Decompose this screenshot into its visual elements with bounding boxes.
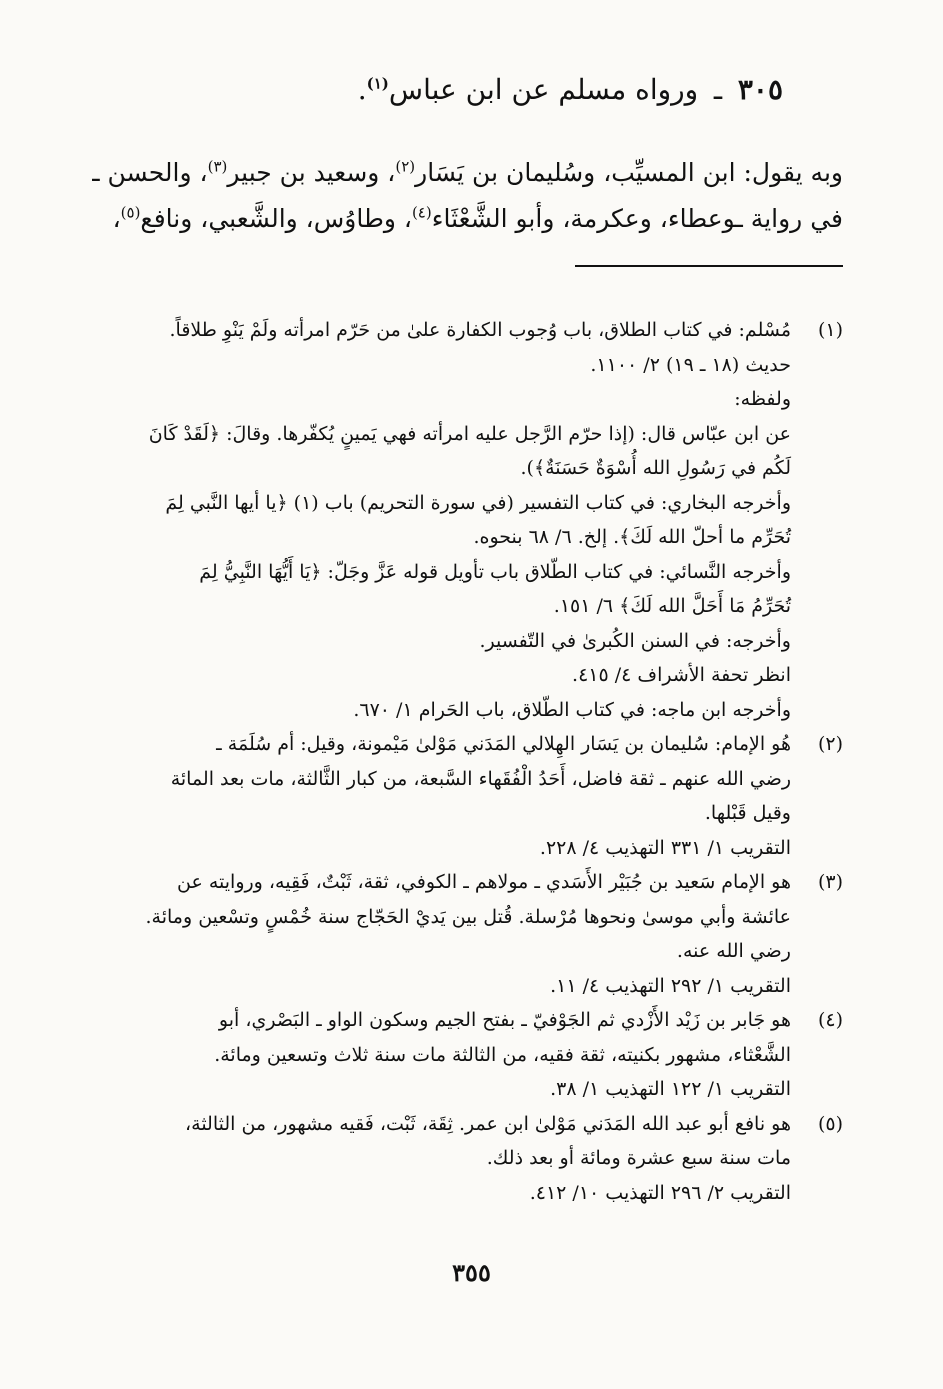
footnote-line: لَكُم في رَسُولِ الله أُسْوَةٌ حَسَنَةٌ﴾). xyxy=(520,457,791,479)
footnote-line: هُو الإمام: سُليمان بن يَسَار الهِلالي المَدَني مَوْلىٰ مَيْمونة، وقيل: أم سُلَمَة ـ xyxy=(216,733,791,755)
footnote-ref-4: (٤) xyxy=(411,203,432,222)
heading-end: . xyxy=(357,73,367,106)
footnote-ref-5: (٥) xyxy=(120,203,141,222)
paragraph-line xyxy=(90,196,843,242)
text-run: ، وطاوُس، والشَّعبي، ونافع xyxy=(140,204,412,233)
footnote-line: وأخرجه ابن ماجه: في كتاب الطّلاق، باب الحَرام ١/ ٦٧٠. xyxy=(353,698,791,721)
footnote-line: عن ابن عبّاس قال: (إذا حرّم الرَّجل عليه امرأته فهي يَمينٍ يُكفّرها. وقالَ: ﴿لَقَدْ كَانَ xyxy=(148,422,791,445)
footnote-line: التقريب ١/ ٣٣١ التهذيب ٤/ ٢٢٨. xyxy=(539,836,791,859)
footnote-line: ولفظه: xyxy=(734,388,791,410)
footnote-5 xyxy=(78,1107,843,1211)
main-paragraph xyxy=(90,150,843,242)
footnote-line: التقريب ٢/ ٢٩٦ التهذيب ١٠/ ٤١٢. xyxy=(529,1181,791,1204)
footnote-1 xyxy=(78,313,843,727)
heading-dash: ـ xyxy=(713,73,723,106)
footnote-line: رضي الله عنهم ـ ثقة فاضل، أَحَدُ الْفُقَهاء السَّبعة، من كبار الثَّالثة، مات بعد المائة xyxy=(170,767,791,790)
footnote-number: (٢) xyxy=(817,733,843,755)
footnote-line: الشَّعْثاء، مشهور بكنيته، ثقة فقيه، من الثالثة مات سنة ثلاث وتسعين ومائة. xyxy=(214,1043,791,1066)
text-run: ، وسعيد بن جبير xyxy=(227,158,396,187)
footnote-line: وأخرجه النَّسائي: في كتاب الطّلاق باب تأويل قوله عَزَّ وجَلّ: ﴿يَا أَيُّهَا النَّبِيُّ لِمَ xyxy=(199,560,791,583)
footnote-line: تُحَرِّم ما أحلّ الله لَكَ﴾. إلخ. ٦/ ٦٨ بنحوه. xyxy=(473,526,791,548)
page-number: ٣٥٥ xyxy=(452,1258,491,1287)
footnote-3 xyxy=(78,865,843,1003)
text-run: وبه يقول: ابن المسيِّب، وسُليمان بن يَسَار xyxy=(415,158,843,187)
footnote-number: (٣) xyxy=(817,871,843,893)
footnote-line: التقريب ١/ ١٢٢ التهذيب ١/ ٣٨. xyxy=(550,1078,791,1100)
footnote-ref-2: (٢) xyxy=(395,157,416,176)
footnote-number: (١) xyxy=(817,319,843,341)
hadith-heading xyxy=(80,70,783,110)
text-run: ، والحسن ـ xyxy=(92,158,208,187)
footnote-2 xyxy=(78,727,843,865)
footnote-line: وأخرجه: في السنن الكُبرىٰ في التّفسير. xyxy=(479,629,791,652)
footnote-line: هو نافع أبو عبد الله المَدَني مَوْلىٰ ابن عمر. ثِقَة، ثَبْت، فَقيه مشهور، من الثالثة، xyxy=(185,1112,791,1135)
footnote-ref-3: (٣) xyxy=(207,157,228,176)
footnote-line: التقريب ١/ ٢٩٢ التهذيب ٤/ ١١. xyxy=(550,974,791,997)
text-run: ، xyxy=(112,204,121,233)
footnote-line: مُسْلم: في كتاب الطلاق، باب وُجوب الكفارة علىٰ من حَرّم امرأته ولَمْ يَنْوِ طلاقاً. xyxy=(169,319,791,341)
hadith-number: ٣٠٥ xyxy=(737,73,783,106)
footnote-line: وأخرجه البخاري: في كتاب التفسير (في سورة التحريم) باب (١) ﴿يا أيها النَّبي لِمَ xyxy=(165,491,791,514)
footnote-line: انظر تحفة الأشراف ٤/ ٤١٥. xyxy=(572,664,791,686)
footnote-line: مات سنة سبع عشرة ومائة أو بعد ذلك. xyxy=(486,1147,791,1169)
footnote-line: وقيل قَبْلها. xyxy=(704,802,791,824)
footnote-line: هو جَابر بن زَيْد الأَزْدي ثم الجَوْفيّ ـ بفتح الجيم وسكون الواو ـ البَصْري، أبو xyxy=(218,1009,791,1031)
footnote-line: تُحَرِّمُ مَا أَحَلَّ الله لَكَ﴾ ٦/ ١٥١. xyxy=(553,595,791,617)
footnote-number: (٥) xyxy=(817,1112,843,1135)
footnote-number: (٤) xyxy=(817,1009,843,1031)
footnote-separator xyxy=(575,265,843,267)
footnote-ref-1: (١) xyxy=(366,74,389,93)
paragraph-line xyxy=(90,150,843,196)
text-run: في رواية ـوعطاء، وعكرمة، وأبو الشَّعْثَاء xyxy=(431,204,843,233)
footnote-4 xyxy=(78,1003,843,1107)
heading-text: ورواه مسلم عن ابن عباس xyxy=(388,73,699,106)
footnote-line: حديث (١٨ ـ ١٩) ٢/ ١١٠٠. xyxy=(590,353,791,376)
footnote-line: رضي الله عنه. xyxy=(676,940,791,962)
footnote-line: هو الإمام سَعيد بن جُبَيْر الأَسَدي ـ مولاهم ـ الكوفي، ثقة، ثَبْتٌ، فَقِيه، وروايته عن xyxy=(177,871,791,893)
footnotes-section xyxy=(78,313,843,1210)
footnote-line: عائشة وأبي موسىٰ ونحوها مُرْسلة. قُتل بين يَديْ الحَجّاج سنة خُمْسٍ وتسْعين ومائة. xyxy=(145,905,791,928)
